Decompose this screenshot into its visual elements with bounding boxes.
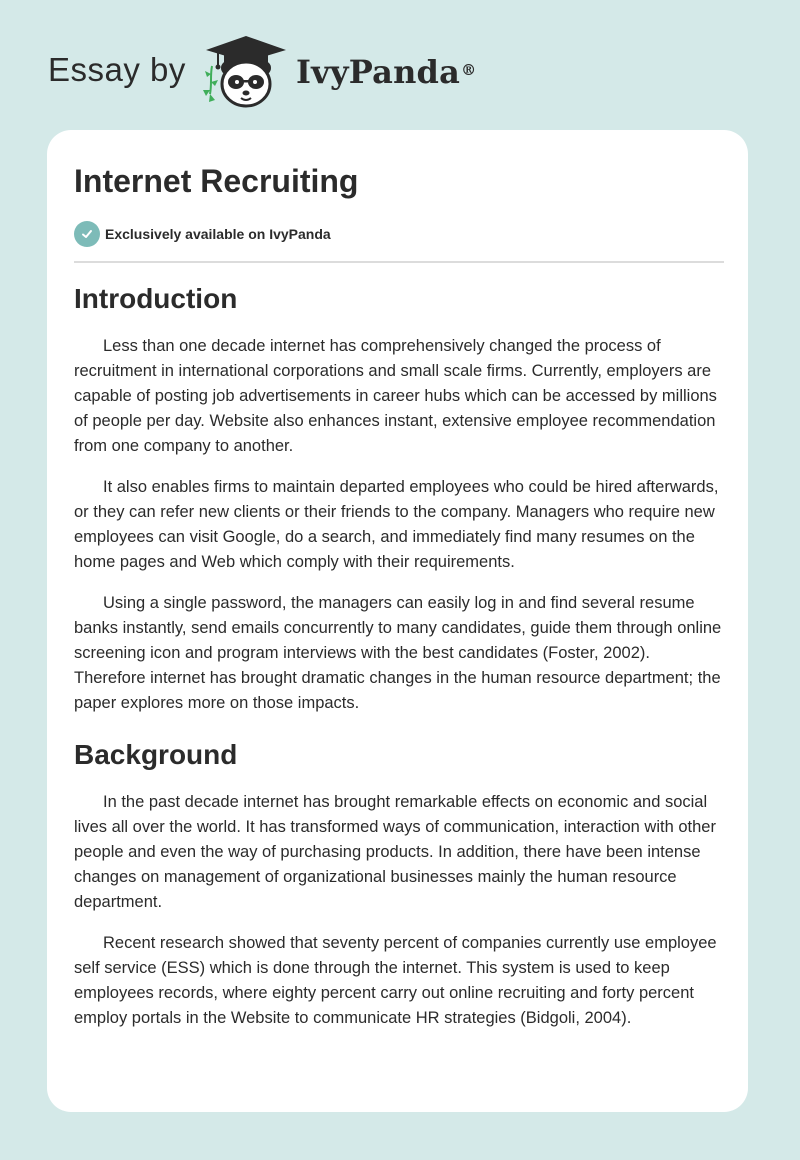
paragraph: Recent research showed that seventy percent of companies currently use employee self service (ESS) which is done through the internet. This system is used to keep employees records, where eighty percent carry out online recruiting and forty percent employ portals in the Website to communicate HR strategies (Bidgoli, 2004). (74, 934, 717, 1027)
exclusive-badge (74, 221, 331, 247)
brand-name[interactable] (296, 52, 476, 92)
paragraph: It also enables firms to maintain departed employees who could be hired afterwards, or they can refer new clients or their friends to the company. Managers who require new employees can visit Google, do a search, and immediately find many resumes on the home pages and Web which comply with their requirements. (74, 478, 719, 571)
exclusive-badge-label: Exclusively available on IvyPanda (105, 226, 331, 242)
page-title: Internet Recruiting (74, 163, 359, 199)
essay-by-label: Essay by (48, 51, 186, 88)
title-divider (74, 261, 724, 263)
section-heading-introduction: Introduction (74, 283, 238, 314)
paragraph: Using a single password, the managers can easily log in and find several resume banks instantly, send emails concurrently to many candidates, guide them through online screening icon and program interviews with the best candidates (Foster, 2002). Therefore internet has brought dramatic changes in the human resource department; the paper explores more on those impacts. (74, 594, 722, 712)
article-body (74, 282, 724, 1047)
panda-graduate-icon (198, 32, 294, 112)
site-header (0, 0, 800, 130)
article-card (47, 130, 748, 1112)
registered-mark: ® (461, 61, 477, 79)
paragraph: Less than one decade internet has comprehensively changed the process of recruitment in international corporations and small scale firms. Currently, employers are capable of posting job advertisements in career hubs which can be accessed by millions of people per day. Website also enhances instant, extensive employee recommendation from one company to another. (74, 337, 717, 455)
section-heading-background: Background (74, 739, 238, 770)
check-circle-icon (74, 221, 100, 247)
paragraph: In the past decade internet has brought remarkable effects on economic and social lives all over the world. It has transformed ways of communication, interaction with other people and even the way of purchasing products. In addition, there have been intense changes on management of organizational businesses mainly the human resource department. (74, 793, 716, 911)
brand-label: IvyPanda (296, 53, 461, 91)
